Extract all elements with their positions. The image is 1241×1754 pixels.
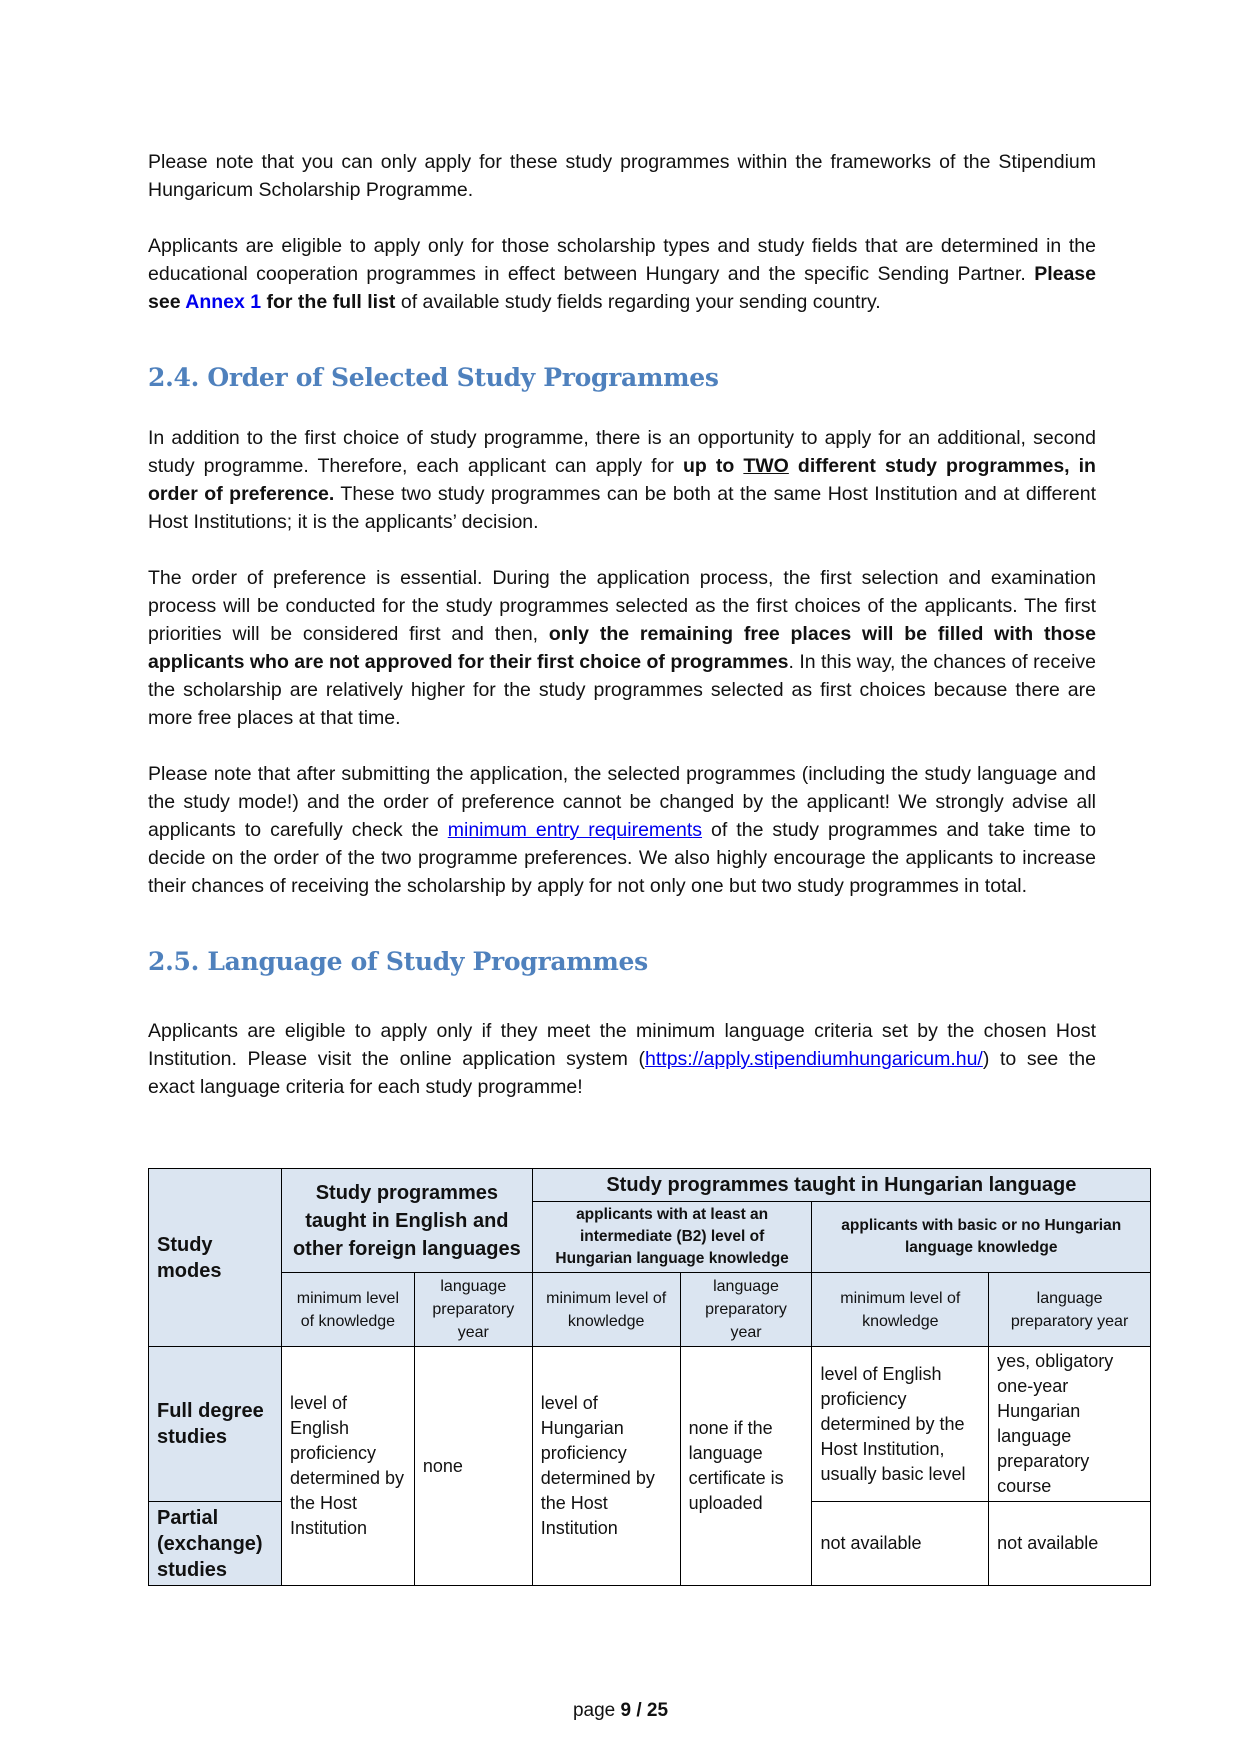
table-cell: level of English proficiency determined by the Host Institution, usually basic level	[812, 1347, 989, 1502]
table-cell: not available	[812, 1502, 989, 1586]
sub-header: minimum level of knowledge	[812, 1273, 989, 1347]
order-paragraph-3: Please note that after submitting the application, the selected programmes (including the study language and the study mode!) and the order of preference cannot be changed by the applicant! We strongly advise all applicants to carefully check the minimum entry requirements of the study programmes and take time to decide on the order of the two programme preferences. We also highly encourage the applicants to increase their chances of receiving the scholarship by apply for not only one but two study programmes in total.	[148, 763, 1097, 897]
hungarian-basic-header: applicants with basic or no Hungarian language knowledge	[812, 1202, 1151, 1273]
section-heading-2-4: 2.4. Order of Selected Study Programmes	[148, 363, 719, 392]
study-modes-header: Study modes	[149, 1169, 282, 1347]
intro-paragraph-2: Applicants are eligible to apply only for those scholarship types and study fields that are determined in the educational cooperation programmes in effect between Hungary and the specific Sending Partner. Please see Annex 1 for the full list of available study fields regarding your sending country.	[148, 235, 1096, 313]
language-paragraph-1: Applicants are eligible to apply only if they meet the minimum language criteria set by the chosen Host Institution. Please visit the online application system (https://apply.stipendiumhungaricum.hu/) to see the exact language criteria for each study programme!	[148, 1020, 1096, 1098]
annex-1-link[interactable]: Annex 1	[185, 291, 262, 313]
page-number: page 9 / 25	[572, 1700, 669, 1721]
sub-header: language preparatory year	[414, 1273, 532, 1347]
table-cell: level of English proficiency determined by the Host Institution	[281, 1347, 414, 1586]
sub-header: language preparatory year	[680, 1273, 812, 1347]
hungarian-b2-header: applicants with at least an intermediate (B2) level of Hungarian language knowledge	[532, 1202, 812, 1273]
minimum-entry-requirements-link[interactable]: minimum entry requirements	[447, 819, 703, 841]
sub-header: minimum level of knowledge	[532, 1273, 680, 1347]
table-cell: not available	[989, 1502, 1151, 1586]
table-cell: yes, obligatory one-year Hungarian language preparatory course	[989, 1347, 1151, 1502]
table-cell: level of Hungarian proficiency determined by the Host Institution	[532, 1347, 680, 1586]
order-paragraph-2: The order of preference is essential. During the application process, the first selection and examination process will be conducted for the study programmes selected as the first choices of the applicants. The first priorities will be considered first and then, only the remaining free places will be filled with those applicants who are not approved for their first choice of programmes. In this way, the chances of receive the scholarship are relatively higher for the study programmes selected as first choices because there are more free places at that time.	[148, 567, 1096, 729]
language-requirements-table	[148, 1168, 1151, 1586]
section-heading-2-5: 2.5. Language of Study Programmes	[148, 947, 648, 976]
english-programmes-header: Study programmes taught in English and other foreign languages	[281, 1169, 532, 1273]
table-cell: none if the language certificate is uploaded	[680, 1347, 812, 1586]
hungarian-programmes-header: Study programmes taught in Hungarian language	[532, 1169, 1150, 1202]
sub-header: language preparatory year	[989, 1273, 1151, 1347]
apply-portal-link[interactable]: https://apply.stipendiumhungaricum.hu/	[645, 1048, 983, 1070]
table-cell: none	[414, 1347, 532, 1586]
sub-header: minimum level of knowledge	[281, 1273, 414, 1347]
intro-paragraph-1: Please note that you can only apply for these study programmes within the frameworks of the Stipendium Hungaricum Scholarship Programme.	[148, 151, 1096, 201]
order-paragraph-1: In addition to the first choice of study programme, there is an opportunity to apply for an additional, second study programme. Therefore, each applicant can apply for up to TWO different study programmes, in order of preference. These two study programmes can be both at the same Host Institution and at different Host Institutions; it is the applicants’ decision.	[148, 427, 1096, 533]
table-row	[149, 1347, 1151, 1502]
study-mode-partial: Partial (exchange) studies	[149, 1502, 282, 1586]
document-page	[148, 148, 1096, 1101]
study-mode-full-degree: Full degree studies	[149, 1347, 282, 1502]
